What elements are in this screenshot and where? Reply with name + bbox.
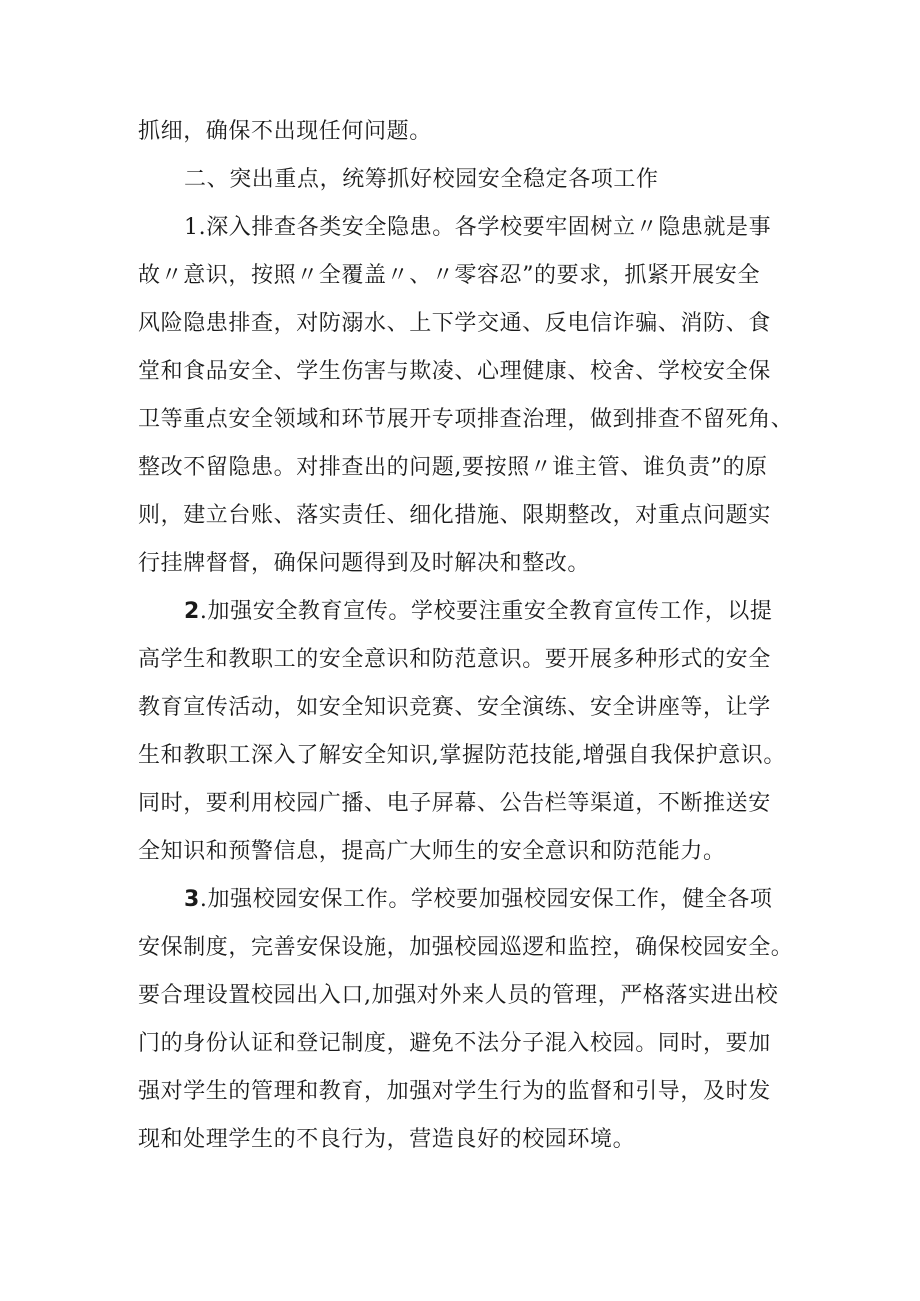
paragraph-text: .加强安全教育宣传。学校要注重安全教育宣传工作，以提: [199, 599, 773, 624]
paragraph-line: [138, 204, 798, 252]
intro-tail-line: 抓细，确保不出现任何问题。: [138, 119, 432, 144]
paragraph-line: 强对学生的管理和教育，加强对学生行为的监督和引导，及时发: [138, 1079, 771, 1104]
paragraph-line: 同时，要利用校园广播、电子屏幕、公告栏等渠道，不断推送安: [138, 791, 771, 816]
paragraph-line: 要合理设置校园出入口,加强对外来人员的管理，严格落实进出校: [138, 983, 779, 1008]
paragraph-line: [138, 876, 798, 924]
paragraph-line: 则，建立台账、落实责任、细化措施、限期整改，对重点问题实: [138, 503, 771, 528]
paragraph-line: 现和处理学生的不良行为，营造良好的校园环境。: [138, 1127, 636, 1152]
section-heading: 二、突出重点，统筹抓好校园安全稳定各项工作: [184, 167, 659, 192]
paragraph-line: 行挂牌督督，确保问题得到及时解决和整改。: [138, 551, 591, 576]
paragraph-line: 门的身份认证和登记制度，避免不法分子混入校园。同时，要加: [138, 1031, 771, 1056]
paragraph-line: 高学生和教职工的安全意识和防范意识。要开展多种形式的安全: [138, 647, 771, 672]
paragraph-line: 安保制度，完善安保设施，加强校园巡逻和监控，确保校园安全。: [138, 935, 794, 960]
paragraph-text: .加强校园安保工作。学校要加强校园安保工作，健全各项: [199, 887, 773, 912]
paragraph-line: 堂和食品安全、学生伤害与欺凌、心理健康、校舍、学校安全保: [138, 359, 771, 384]
paragraph-2: [138, 588, 798, 876]
paragraph-text: 深入排查各类安全隐患。各学校要牢固树立〃隐患就是事: [206, 215, 772, 240]
paragraph-line: 教育宣传活动，如安全知识竞赛、安全演练、安全讲座等，让学: [138, 695, 771, 720]
paragraph-line: 风险隐患排查，对防溺水、上下学交通、反电信诈骗、消防、食: [138, 311, 771, 336]
paragraph-1: [138, 204, 798, 588]
paragraph-line: 全知识和预警信息，提高广大师生的安全意识和防范能力。: [138, 839, 726, 864]
document-body: [138, 108, 798, 1164]
paragraph-line: 卫等重点安全领域和环节展开专项排查治理，做到排查不留死角、: [138, 407, 794, 432]
paragraph-3: [138, 876, 798, 1164]
paragraph-number: 3: [184, 887, 200, 912]
paragraph-number: 2: [184, 599, 200, 624]
paragraph-line: 生和教职工深入了解安全知识,掌握防范技能,增强自我保护意识。: [138, 743, 786, 768]
paragraph-line: [138, 588, 798, 636]
paragraph-number: 1.: [184, 215, 207, 240]
paragraph-line: 整改不留隐患。对排查出的问题,要按照〃谁主管、谁负责”的原: [138, 455, 768, 480]
paragraph-line: 故〃意识，按照〃全覆盖〃、〃零容忍”的要求，抓紧开展安全: [138, 263, 761, 288]
